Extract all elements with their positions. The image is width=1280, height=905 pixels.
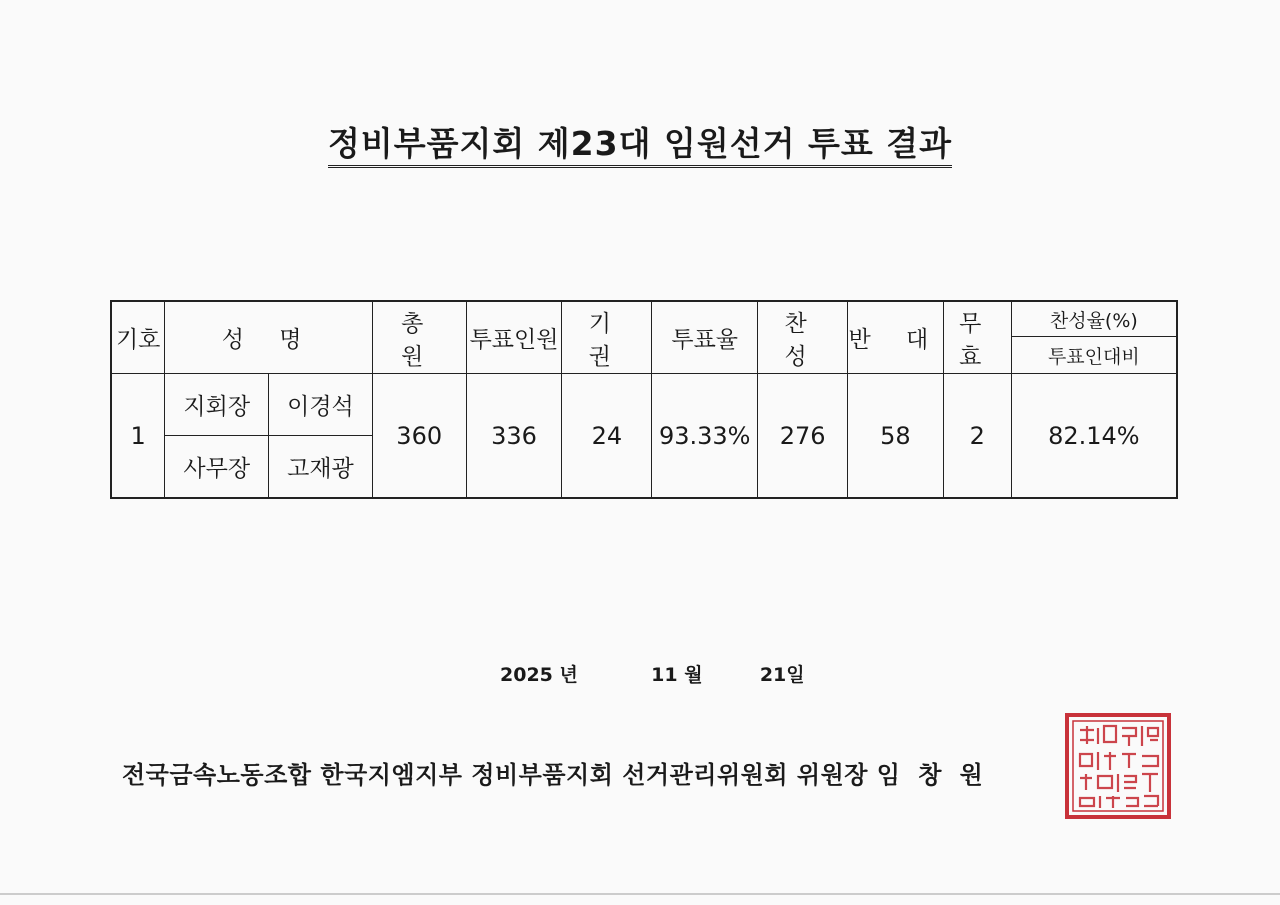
date-year: 2025 <box>500 664 553 686</box>
header-abstain: 기 권 <box>562 301 652 374</box>
header-approval: 찬성율(%) <box>1011 301 1177 337</box>
cell-voters: 336 <box>466 374 562 499</box>
cell-no-vote: 58 <box>848 374 944 499</box>
cell-role-2: 사무장 <box>165 436 269 499</box>
official-seal-icon <box>1064 712 1172 820</box>
cell-no: 1 <box>111 374 165 499</box>
table-row <box>111 374 1177 436</box>
document-date <box>500 660 805 687</box>
header-yes: 찬 성 <box>758 301 848 374</box>
header-turnout: 투표율 <box>652 301 758 374</box>
header-no: 기호 <box>111 301 165 374</box>
header-name: 성 명 <box>165 301 372 374</box>
page-edge <box>0 893 1280 895</box>
cell-yes: 276 <box>758 374 848 499</box>
cell-name-2: 고재광 <box>269 436 373 499</box>
header-total: 총 원 <box>372 301 466 374</box>
date-year-unit: 년 <box>559 664 578 686</box>
date-month: 11 <box>651 664 678 686</box>
cell-name-1: 이경석 <box>269 374 373 436</box>
cell-turnout: 93.33% <box>652 374 758 499</box>
header-no-vote: 반 대 <box>848 301 944 374</box>
signature-line: 전국금속노동조합 한국지엠지부 정비부품지회 선거관리위원회 위원장 임 창 원 <box>122 761 984 789</box>
date-month-unit: 월 <box>684 664 703 686</box>
cell-total: 360 <box>372 374 466 499</box>
header-row <box>111 301 1177 337</box>
document-title <box>0 118 1280 165</box>
cell-approval: 82.14% <box>1011 374 1177 499</box>
title-text: 정비부품지회 제23대 임원선거 투표 결과 <box>328 124 952 168</box>
cell-role-1: 지회장 <box>165 374 269 436</box>
header-invalid: 무 효 <box>943 301 1011 374</box>
cell-invalid: 2 <box>943 374 1011 499</box>
header-voters: 투표인원 <box>466 301 562 374</box>
cell-abstain: 24 <box>562 374 652 499</box>
date-day: 21일 <box>759 664 805 686</box>
header-approval-sub: 투표인대비 <box>1011 337 1177 374</box>
results-table <box>110 300 1178 499</box>
